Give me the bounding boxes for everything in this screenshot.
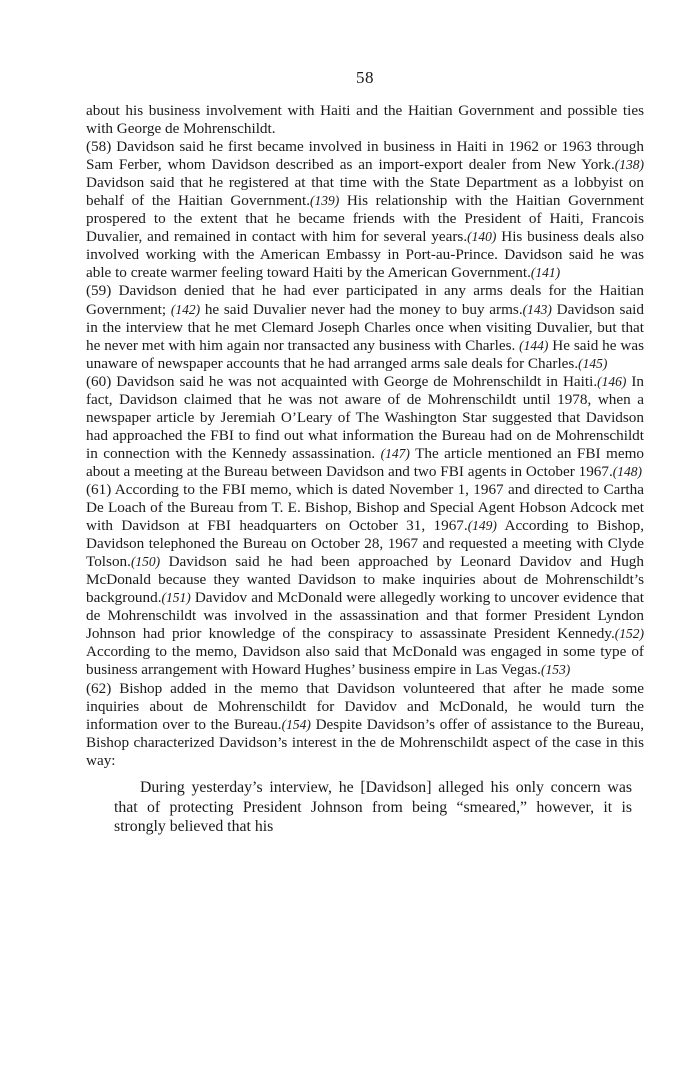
footnote-ref: (140) bbox=[467, 229, 497, 245]
paragraph-text: According to the memo, Davidson also said that McDonald was engaged in some type of business arrangement with Howard Hughes’ business empire in Las Vegas. bbox=[86, 643, 644, 679]
footnote-ref: (154) bbox=[281, 716, 311, 732]
footnote-ref: (151) bbox=[161, 590, 191, 606]
footnote-ref: (152) bbox=[614, 626, 644, 642]
paragraph-text: about his business involvement with Haiti and the Haitian Government and possible ties with George de Mohrenschildt. bbox=[86, 102, 644, 138]
paragraph-text: (61) According to the FBI memo, which is dated November 1, 1967 and directed to Cartha De Loach of the Bureau from T. E. Bishop, Bishop and Special Agent Hobson Adcock met with Davidson at FBI headquarters on October 31, 1967. bbox=[86, 480, 644, 535]
paragraph-text: (62) Bishop added in the memo that Davidson volunteered that after he made some inquiries about de Mohrenschildt for Davidov and McDonald, he would turn the information over to the Bureau. bbox=[86, 679, 644, 733]
footnote-ref: (146) bbox=[597, 373, 627, 389]
footnote-ref: (138) bbox=[614, 157, 644, 173]
body-text bbox=[86, 102, 644, 770]
paragraph bbox=[86, 282, 644, 372]
footnote-ref: (145) bbox=[578, 355, 608, 371]
document-page bbox=[86, 68, 644, 837]
paragraph-text: In fact, Davidson claimed that he was not aware of de Mohrenschildt until 1978, when a newspaper article by Jeremiah O’Leary of The Washington Star suggested that Davidson had approached the FBI to find out what information the Bureau had on de Mohrenschildt in connection with the Kennedy assassination. bbox=[86, 372, 644, 462]
paragraph-text: he said Duvalier never had the money to buy arms. bbox=[200, 300, 523, 318]
paragraph bbox=[86, 373, 644, 481]
paragraph-text: (60) Davidson said he was not acquainted with George de Mohrenschildt in Haiti. bbox=[86, 372, 598, 390]
paragraph-text: (58) Davidson said he first became involved in business in Haiti in 1962 or 1963 through Sam Ferber, whom Davidson described as an import-export dealer from New York. bbox=[86, 138, 644, 174]
footnote-ref: (141) bbox=[530, 265, 561, 281]
paragraph-text: His business deals also involved working with the American Embassy in Port-au-Prince. Davidson said he was able to create warmer feeling toward Haiti by the American Government. bbox=[86, 228, 644, 282]
footnote-ref: (143) bbox=[522, 301, 552, 317]
paragraph bbox=[86, 138, 644, 282]
footnote-ref: (142) bbox=[170, 301, 201, 317]
footnote-ref: (149) bbox=[467, 518, 497, 534]
paragraph-text: Davidson said in the interview that he met Clemard Joseph Charles once when visiting Duvalier, but that he never met with him again nor transacted any business with Charles. bbox=[86, 300, 644, 354]
paragraph bbox=[86, 680, 644, 770]
footnote-ref: (150) bbox=[130, 554, 161, 570]
paragraph bbox=[86, 102, 644, 138]
paragraph-text: Despite Davidson’s offer of assistance to the Bureau, Bishop characterized Davidson’s interest in the de Mohrenschildt aspect of the case in this way: bbox=[86, 715, 644, 769]
page-number: 58 bbox=[356, 68, 374, 87]
footnote-ref: (139) bbox=[310, 193, 340, 209]
paragraph-text: His relationship with the Haitian Government prospered to the extent that he became friends with the President of Haiti, Francois Duvalier, and remained in contact with him for several years. bbox=[86, 192, 644, 246]
footnote-ref: (144) bbox=[519, 337, 549, 353]
footnote-ref: (153) bbox=[540, 662, 571, 678]
paragraph-text: The article mentioned an FBI memo about a meeting at the Bureau between Davidson and two FBI agents in October 1967. bbox=[86, 444, 644, 480]
paragraph-text: Davidson said he had been approached by Leonard Davidov and Hugh McDonald because they wanted Davidson to make inquiries about de Mohrenschildt’s background. bbox=[86, 553, 644, 607]
paragraph-text: Davidson said that he registered at that time with the State Department as a lobbyist on behalf of the Haitian Government. bbox=[86, 174, 644, 210]
footnote-ref: (147) bbox=[380, 445, 410, 461]
paragraph bbox=[86, 481, 644, 680]
footnote-ref: (148) bbox=[612, 463, 643, 479]
paragraph-text: (59) Davidson denied that he had ever participated in any arms deals for the Haitian Government; bbox=[86, 282, 644, 318]
paragraph-text: He said he was unaware of newspaper accounts that he had arranged arms sale deals for Charles. bbox=[86, 336, 644, 372]
block-quote: During yesterday’s interview, he [Davidson] alleged his only concern was that of protecting President Johnson from being “smeared,” however, it is strongly believed that his bbox=[114, 778, 632, 836]
paragraph-text: Davidov and McDonald were allegedly working to uncover evidence that de Mohrenschildt was involved in the assassination and that former President Lyndon Johnson had prior knowledge of the conspiracy to assassinate President Kennedy. bbox=[86, 589, 644, 643]
paragraph-text: According to Bishop, Davidson telephoned the Bureau on October 28, 1967 and requested a meeting with Clyde Tolson. bbox=[86, 517, 644, 571]
